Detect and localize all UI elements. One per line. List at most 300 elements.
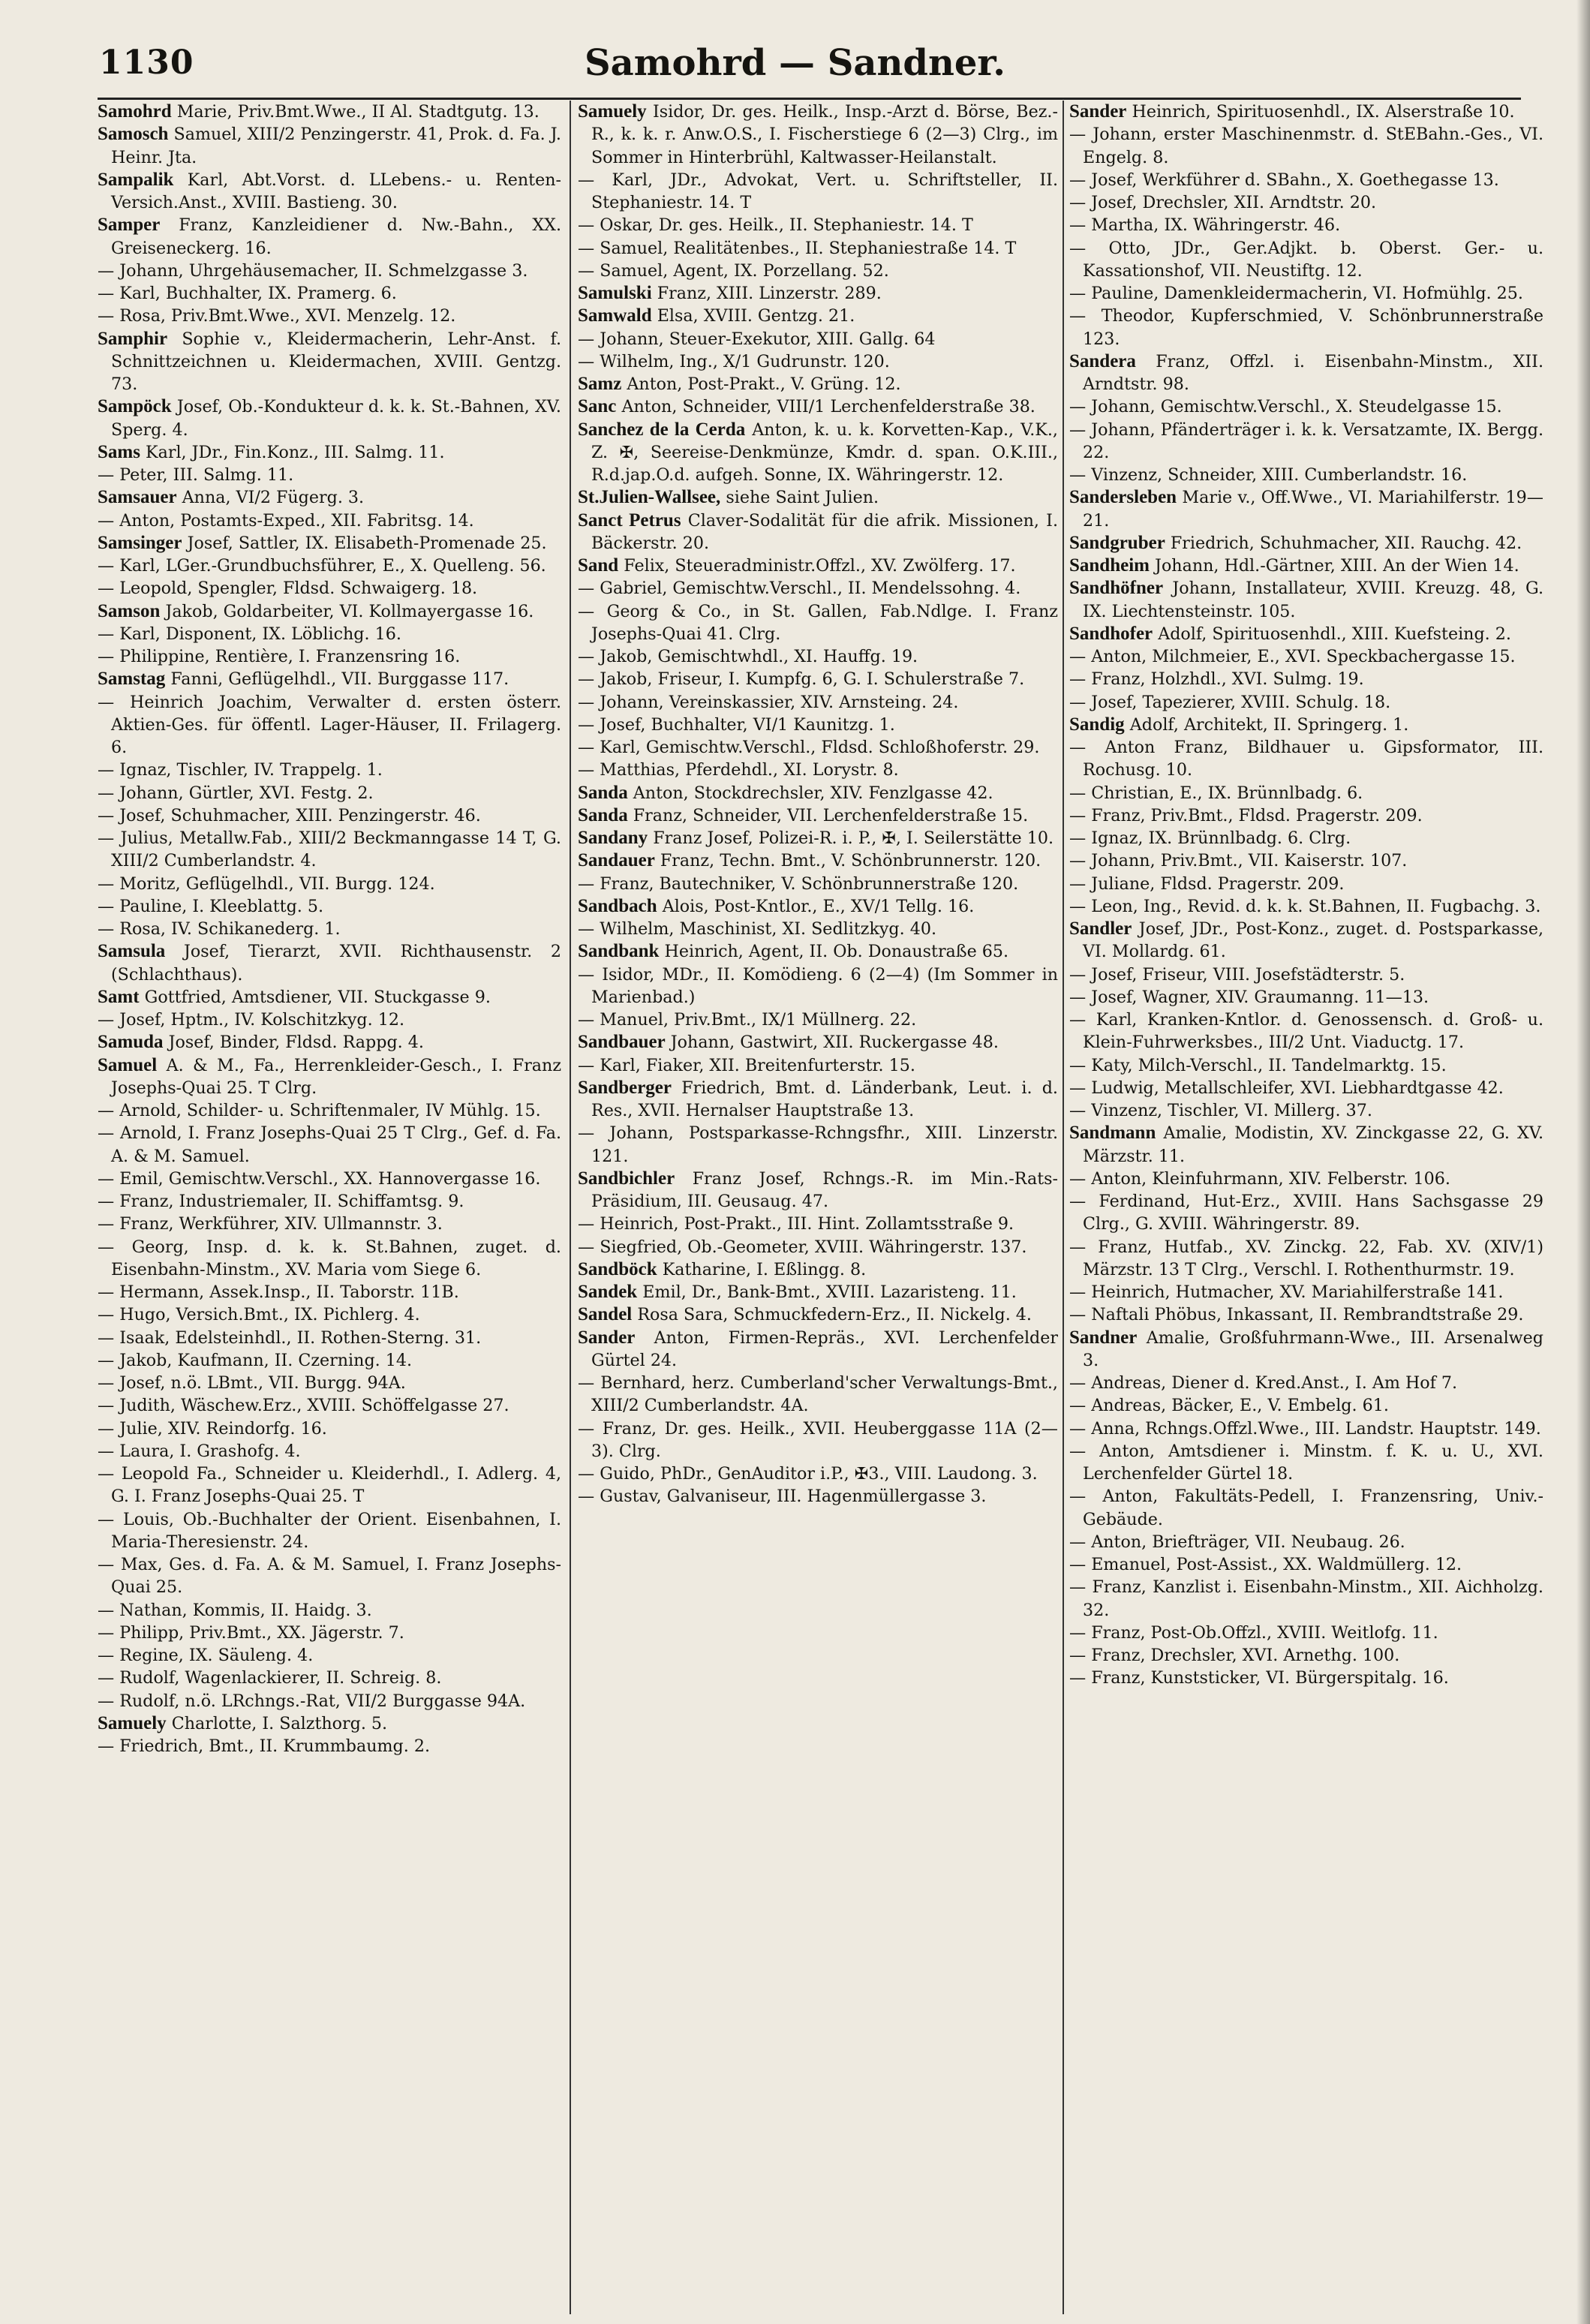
directory-entry (1069, 214, 1543, 236)
directory-entry (98, 1099, 561, 1122)
entry-surname: Sandauer (578, 850, 655, 871)
entry-details: Franz, Kanzleidiener d. Nw.-Bahn., XX. Greiseneckerg. 16. (111, 215, 561, 258)
entry-details: — Wilhelm, Maschinist, XI. Sedlitzkyg. 40. (578, 919, 937, 939)
directory-entry (98, 1281, 561, 1303)
directory-entry (578, 1168, 1058, 1213)
entry-details: — Martha, IX. Währingerstr. 46. (1069, 215, 1341, 236)
directory-entry (98, 873, 561, 895)
entry-details: — Josef, Friseur, VIII. Josefstädterstr. 5. (1069, 964, 1405, 985)
entry-details: Jakob, Goldarbeiter, VI. Kollmayergasse 16. (165, 601, 534, 621)
directory-entry (98, 668, 561, 690)
entry-surname: St.Julien-Wallsee, (578, 487, 721, 508)
directory-entry (1069, 1418, 1543, 1440)
entry-details: — Julie, XIV. Reindorfg. 16. (98, 1418, 327, 1439)
entry-details: — Karl, Kranken-Kntlor. d. Genossensch. d. Groß- u. Klein-Fuhrwerksbes., III/2 Unt. Viaductg. 17. (1069, 1010, 1543, 1053)
entry-surname: Sandbichler (578, 1168, 675, 1189)
entry-details: — Johann, Uhrgehäusemacher, II. Schmelzgasse 3. (98, 260, 528, 281)
directory-entry (1069, 1576, 1543, 1622)
directory-entry (98, 1327, 561, 1349)
entry-surname: Sandböck (578, 1258, 657, 1279)
directory-entry (1069, 486, 1543, 532)
entry-details: A. & M., Fa., Herrenkleider-Gesch., I. Franz Josephs-Quai 25. T Clrg. (111, 1055, 561, 1098)
entry-details: Anton, Post-Prakt., V. Grüng. 12. (627, 374, 901, 394)
directory-entry (98, 1599, 561, 1622)
directory-entry (1069, 668, 1543, 690)
entry-details: — Franz, Holzhdl., XVI. Sulmg. 19. (1069, 669, 1364, 690)
directory-entry (98, 101, 561, 123)
directory-entry (1069, 350, 1543, 396)
entry-details: Sophie v., Kleidermacherin, Lehr-Anst. f. Schnittzeichnen u. Kleidermachen, XVIII. Gentzg. 73. (111, 329, 561, 394)
directory-entry (578, 645, 1058, 668)
entry-details: Heinrich, Spirituosenhdl., IX. Alserstraße 10. (1132, 102, 1515, 122)
entry-details: — Theodor, Kupferschmied, V. Schönbrunnerstraße 123. (1069, 306, 1543, 349)
entry-details: Heinrich, Agent, II. Ob. Donaustraße 65. (664, 942, 1009, 962)
entry-details: Charlotte, I. Salzthorg. 5. (171, 1713, 388, 1733)
entry-surname: Samuda (98, 1032, 164, 1053)
entry-details: — Nathan, Kommis, II. Haidg. 3. (98, 1600, 372, 1620)
directory-entry (98, 1394, 561, 1417)
entry-details: — Gabriel, Gemischtw.Verschl., II. Mendelssohng. 4. (578, 579, 1021, 599)
entry-details: — Bernhard, herz. Cumberland'scher Verwaltungs-Bmt., XIII/2 Cumberlandstr. 4A. (578, 1373, 1058, 1416)
directory-entry (1069, 736, 1543, 782)
entry-details: — Gustav, Galvaniseur, III. Hagenmüllergasse 3. (578, 1487, 987, 1507)
entry-details: — Karl, Gemischtw.Verschl., Fldsd. Schloßhoferstr. 29. (578, 738, 1040, 757)
entry-details: — Oskar, Dr. ges. Heilk., II. Stephaniestr. 14. T (578, 215, 973, 236)
directory-entry (578, 282, 1058, 305)
directory-entry (1069, 714, 1543, 736)
entry-details: — Ferdinand, Hut-Erz., XVIII. Hans Sachsgasse 29 Clrg., G. XVIII. Währingerstr. 89. (1069, 1192, 1543, 1234)
entry-details: Fanni, Geflügelhdl., VII. Burggasse 117. (170, 669, 509, 690)
entry-surname: Samstag (98, 669, 166, 690)
directory-entry (578, 918, 1058, 940)
entry-details: — Karl, Fiaker, XII. Breitenfurterstr. 15. (578, 1055, 915, 1075)
entry-surname: Samsauer (98, 487, 177, 508)
directory-entry (578, 260, 1058, 282)
directory-entry (1069, 691, 1543, 714)
directory-entry (578, 714, 1058, 736)
entry-surname: Samohrd (98, 101, 172, 122)
directory-entry (1069, 1622, 1543, 1644)
entry-details: — Max, Ges. d. Fa. A. & M. Samuel, I. Franz Josephs-Quai 25. (98, 1555, 561, 1598)
entry-surname: Samz (578, 374, 622, 394)
entry-details: — Pauline, I. Kleeblattg. 5. (98, 896, 324, 916)
entry-surname: Sanda (578, 782, 628, 803)
directory-entry (578, 1327, 1058, 1372)
entry-details: — Anton, Milchmeier, E., XVI. Speckbachergasse 15. (1069, 647, 1516, 666)
entry-details: — Franz, Hutfab., XV. Zinckg. 22, Fab. XV. (XIV/1) Märzstr. 13 T Clrg., Verschl. I. Rothenthurmstr. 19. (1069, 1237, 1543, 1279)
entry-surname: Samsinger (98, 532, 182, 553)
entry-details: — Peter, III. Salmg. 11. (98, 465, 294, 485)
entry-details: — Anton, Fakultäts-Pedell, I. Franzensring, Univ.-Gebäude. (1069, 1487, 1543, 1529)
entry-details: — Karl, Buchhalter, IX. Pramerg. 6. (98, 284, 397, 303)
entry-details: — Philipp, Priv.Bmt., XX. Jägerstr. 7. (98, 1622, 404, 1643)
entry-details: Johann, Gastwirt, XII. Ruckergasse 48. (670, 1033, 999, 1053)
entry-details: — Juliane, Fldsd. Pragerstr. 209. (1069, 873, 1345, 894)
directory-entry (1069, 986, 1543, 1009)
entry-surname: Samson (98, 600, 161, 621)
entry-surname: Sanchez de la Cerda (578, 419, 746, 440)
entry-details: — Leon, Ing., Revid. d. k. k. St.Bahnen, II. Fugbachg. 3. (1069, 896, 1541, 916)
entry-details: Friedrich, Schuhmacher, XII. Rauchg. 42. (1170, 533, 1522, 553)
directory-entry (98, 555, 561, 577)
directory-entry (98, 305, 561, 327)
entry-details: — Anton, Amtsdiener i. Minstm. f. K. u. U., XVI. Lerchenfelder Gürtel 18. (1069, 1441, 1543, 1484)
directory-entry (98, 986, 561, 1009)
directory-entry (1069, 782, 1543, 804)
entry-details: — Ignaz, IX. Brünnlbadg. 6. Clrg. (1069, 828, 1351, 848)
entry-details: — Leopold Fa., Schneider u. Kleiderhdl., I. Adlerg. 4, G. I. Franz Josephs-Quai 25. T (98, 1464, 561, 1507)
directory-entry (98, 464, 561, 486)
directory-entry (1069, 1394, 1543, 1417)
directory-entry (98, 1667, 561, 1689)
entry-details: — Christian, E., IX. Brünnlbadg. 6. (1069, 783, 1363, 803)
entry-surname: Sandany (578, 828, 648, 848)
directory-entry (578, 169, 1058, 215)
entry-details: Samuel, XIII/2 Penzingerstr. 41, Prok. d. Fa. J. Heinr. Jta. (111, 125, 561, 167)
directory-entry (98, 1622, 561, 1644)
directory-entry (1069, 645, 1543, 668)
directory-entry (1069, 282, 1543, 305)
directory-entry (578, 1077, 1058, 1123)
entry-surname: Sandberger (578, 1077, 672, 1098)
directory-entry (578, 804, 1058, 827)
entry-details: — Johann, Vereinskassier, XIV. Arnsteing. 24. (578, 692, 959, 712)
directory-entry (1069, 1168, 1543, 1190)
directory-entry (578, 214, 1058, 236)
entry-details: — Franz, Industriemaler, II. Schiffamtsg. 9. (98, 1192, 464, 1211)
directory-entry (98, 1213, 561, 1235)
entry-details: — Otto, JDr., Ger.Adjkt. b. Oberst. Ger.- u. Kassationshof, VII. Neustiftg. 12. (1069, 238, 1543, 281)
entry-details: Anna, VI/2 Fügerg. 3. (182, 488, 365, 508)
directory-entry (578, 328, 1058, 350)
entry-details: — Josef, Tapezierer, XVIII. Schulg. 18. (1069, 692, 1391, 712)
entry-details: — Jakob, Friseur, I. Kumpfg. 6, G. I. Schulerstraße 7. (578, 669, 1025, 690)
entry-details: Alois, Post-Kntlor., E., XV/1 Tellg. 16. (662, 896, 975, 916)
entry-details: — Emil, Gemischtw.Verschl., XX. Hannovergasse 16. (98, 1168, 541, 1189)
directory-entry (98, 1303, 561, 1326)
entry-surname: Sandhöfner (1069, 578, 1164, 599)
directory-entry (98, 1644, 561, 1667)
column-left (98, 101, 561, 2314)
entry-details: — Franz, Drechsler, XVI. Arnethg. 100. (1069, 1646, 1400, 1665)
entry-details: Anton, Stockdrechsler, XIV. Fenzlgasse 42. (633, 783, 993, 803)
entry-surname: Samuel (98, 1054, 158, 1075)
directory-entry (578, 759, 1058, 781)
directory-entry (578, 555, 1058, 577)
entry-details: — Franz, Bautechniker, V. Schönbrunnerstraße 120. (578, 873, 1019, 894)
entry-details: Josef, Ob.-Kondukteur d. k. k. St.-Bahnen, XV. Sperg. 4. (111, 397, 561, 440)
entry-details: — Philippine, Rentière, I. Franzensring 16. (98, 647, 461, 666)
entry-details: Karl, Abt.Vorst. d. LLebens.- u. Renten-Versich.Anst., XVIII. Bastieng. 30. (111, 170, 561, 212)
directory-entry (1069, 1667, 1543, 1689)
entry-details: — Josef, Buchhalter, VI/1 Kaunitzg. 1. (578, 714, 895, 735)
entry-details: — Karl, Disponent, IX. Löblichg. 16. (98, 624, 401, 644)
entry-details: — Josef, n.ö. LBmt., VII. Burgg. 94A. (98, 1373, 406, 1393)
entry-details: — Georg & Co., in St. Gallen, Fab.Ndlge. I. Franz Josephs-Quai 41. Clrg. (578, 601, 1058, 644)
directory-entry (98, 328, 561, 396)
entry-details: Franz, XIII. Linzerstr. 289. (657, 284, 882, 303)
entry-details: — Franz, Dr. ges. Heilk., XVII. Heuberggasse 11A (2—3). Clrg. (578, 1418, 1058, 1461)
directory-entry (98, 1009, 561, 1031)
directory-entry (1069, 804, 1543, 827)
directory-entry (578, 577, 1058, 600)
entry-details: — Regine, IX. Säuleng. 4. (98, 1646, 314, 1665)
entry-details: Franz Josef, Rchngs.-R. im Min.-Rats-Präsidium, III. Geusaug. 47. (591, 1168, 1058, 1211)
directory-entry (98, 282, 561, 305)
directory-entry (578, 1031, 1058, 1054)
directory-entry (98, 1054, 561, 1100)
entry-surname: Sanct Petrus (578, 510, 681, 531)
entry-surname: Sandersleben (1069, 487, 1177, 508)
directory-entry (98, 645, 561, 668)
directory-entry (1069, 964, 1543, 986)
directory-entry (1069, 1327, 1543, 1372)
entry-details: — Rosa, IV. Schikanederg. 1. (98, 919, 341, 939)
directory-entry (578, 668, 1058, 690)
entry-details: — Franz, Kanzlist i. Eisenbahn-Minstm., XII. Aichholzg. 32. (1069, 1577, 1543, 1620)
entry-details: Rosa Sara, Schmuckfedern-Erz., II. Nickelg. 4. (637, 1305, 1032, 1325)
directory-entry (1069, 1190, 1543, 1236)
entry-details: — Judith, Wäschew.Erz., XVIII. Schöffelgasse 27. (98, 1396, 509, 1416)
directory-entry (1069, 1440, 1543, 1486)
directory-entry (1069, 1054, 1543, 1077)
entry-details: — Ignaz, Tischler, IV. Trappelg. 1. (98, 760, 383, 780)
entry-details: — Karl, LGer.-Grundbuchsführer, E., X. Quelleng. 56. (98, 556, 546, 576)
entry-details: — Anton, Briefträger, VII. Neubaug. 26. (1069, 1532, 1405, 1552)
entry-details: — Andreas, Bäcker, E., V. Embelg. 61. (1069, 1396, 1389, 1416)
directory-entry (98, 895, 561, 918)
entry-details: — Naftali Phöbus, Inkassant, II. Rembrandtstraße 29. (1069, 1305, 1524, 1325)
directory-entry (578, 350, 1058, 373)
entry-details: Gottfried, Amtsdiener, VII. Stuckgasse 9. (144, 987, 491, 1007)
entry-details: — Johann, Steuer-Exekutor, XIII. Gallg. 64 (578, 329, 936, 349)
entry-details: — Anton, Kleinfuhrmann, XIV. Felberstr. 106. (1069, 1168, 1450, 1189)
entry-surname: Sandhofer (1069, 623, 1153, 644)
directory-entry (98, 827, 561, 873)
directory-entry (98, 1712, 561, 1735)
directory-entry (578, 873, 1058, 895)
entry-surname: Sandek (578, 1282, 638, 1302)
entry-details: Felix, Steueradministr.Offzl., XV. Zwölferg. 17. (624, 556, 1016, 576)
entry-details: — Anna, Rchngs.Offzl.Wwe., III. Landstr. Hauptstr. 149. (1069, 1418, 1541, 1439)
entry-details: Franz, Schneider, VII. Lerchenfelderstraße 15. (633, 805, 1029, 825)
entry-details: — Isidor, MDr., II. Komödieng. 6 (2—4) (Im Sommer in Marienbad.) (578, 964, 1058, 1007)
directory-entry (1069, 1485, 1543, 1531)
entry-surname: Sandig (1069, 714, 1125, 735)
directory-entry (98, 1031, 561, 1054)
entry-details: Anton, Firmen-Repräs., XVI. Lerchenfelder Gürtel 24. (591, 1327, 1058, 1370)
entry-surname: Samt (98, 986, 140, 1007)
entry-details: — Jakob, Kaufmann, II. Czerning. 14. (98, 1350, 413, 1370)
directory-entry (98, 782, 561, 804)
entry-surname: Sandler (1069, 918, 1132, 939)
entry-details: — Johann, Gürtler, XVI. Festg. 2. (98, 783, 374, 803)
directory-entry (1069, 1531, 1543, 1553)
directory-entry (1069, 1077, 1543, 1099)
entry-details: — Rosa, Priv.Bmt.Wwe., XVI. Menzelg. 12. (98, 306, 456, 326)
entry-surname: Samosch (98, 124, 169, 145)
directory-entry (578, 1009, 1058, 1031)
directory-entry (578, 486, 1058, 509)
entry-details: — Franz, Werkführer, XIV. Ullmannstr. 3. (98, 1214, 443, 1234)
directory-entry (578, 849, 1058, 872)
entry-details: — Andreas, Diener d. Kred.Anst., I. Am Hof 7. (1069, 1373, 1458, 1393)
entry-surname: Sanc (578, 396, 617, 417)
entry-details: Franz Josef, Polizei-R. i. P., ✠, I. Seilerstätte 10. (653, 828, 1053, 848)
entry-details: — Samuel, Agent, IX. Porzellang. 52. (578, 260, 889, 281)
entry-details: Isidor, Dr. ges. Heilk., Insp.-Arzt d. Börse, Bez.-R., k. k. r. Anw.O.S., I. Fischerstiege 6 (2—3) Clrg., im Sommer in Hinterbrühl, Kaltwasser-Heilanstalt. (591, 102, 1058, 167)
entry-details: Johann, Hdl.-Gärtner, XIII. An der Wien 14. (1155, 556, 1519, 576)
directory-entry (98, 441, 561, 464)
directory-entry (98, 1690, 561, 1712)
entry-details: Johann, Installateur, XVIII. Kreuzg. 48, G. IX. Liechtensteinstr. 105. (1083, 579, 1543, 621)
directory-entry (98, 486, 561, 509)
entry-surname: Samper (98, 215, 161, 236)
entry-details: siehe Saint Julien. (726, 488, 879, 508)
directory-entry (98, 1553, 561, 1599)
entry-details: — Johann, Pfänderträger i. k. k. Versatzamte, IX. Bergg. 22. (1069, 419, 1543, 462)
entry-details: Claver-Sodalität für die afrik. Missionen, I. Bäckerstr. 20. (591, 510, 1058, 553)
directory-entry (578, 1372, 1058, 1418)
entry-details: Adolf, Spirituosenhdl., XIII. Kuefsteing. 2. (1158, 624, 1511, 644)
directory-entry (98, 395, 561, 441)
directory-entry (98, 1122, 561, 1168)
column-middle (578, 101, 1058, 2314)
entry-details: — Heinrich, Hutmacher, XV. Mariahilferstraße 141. (1069, 1282, 1504, 1302)
entry-details: — Vinzenz, Schneider, XIII. Cumberlandstr. 16. (1069, 465, 1468, 485)
directory-entry (578, 940, 1058, 963)
entry-details: — Jakob, Gemischtwhdl., XI. Hauffg. 19. (578, 647, 918, 666)
entry-surname: Samuely (578, 101, 647, 122)
entry-details: — Rudolf, Wagenlackierer, II. Schreig. 8. (98, 1668, 442, 1688)
entry-details: — Johann, Gemischtw.Verschl., X. Steudelgasse 15. (1069, 397, 1502, 417)
directory-entry (1069, 1303, 1543, 1326)
entry-details: Anton, k. u. k. Korvetten-Kap., V.K., Z. ✠, Seereise-Denkmünze, Kmdr. d. span. O.K.III., R.d.jap.O.d. aufgeh. Sonne, IX. Währingerstr. 12. (591, 419, 1058, 485)
entry-details: — Vinzenz, Tischler, VI. Millerg. 37. (1069, 1101, 1372, 1120)
entry-details: — Ludwig, Metallschleifer, XVI. Liebhardtgasse 42. (1069, 1078, 1504, 1098)
directory-entry (98, 759, 561, 781)
entry-details: Josef, Sattler, IX. Elisabeth-Promenade 25. (187, 533, 547, 553)
entry-details: Josef, JDr., Post-Konz., zuget. d. Postsparkasse, VI. Mollardg. 61. (1083, 919, 1543, 962)
directory-entry (1069, 577, 1543, 623)
directory-entry (578, 1258, 1058, 1281)
entry-details: — Franz, Post-Ob.Offzl., XVIII. Weitlofg. 11. (1069, 1622, 1438, 1643)
directory-entry (578, 1281, 1058, 1303)
directory-entry (98, 918, 561, 940)
directory-entry (578, 1236, 1058, 1258)
column-divider (570, 101, 571, 2314)
directory-entry (578, 895, 1058, 918)
entry-details: — Arnold, I. Franz Josephs-Quai 25 T Clrg., Gef. d. Fa. A. & M. Samuel. (98, 1123, 561, 1166)
entry-surname: Samsula (98, 941, 166, 962)
directory-entry (98, 1440, 561, 1463)
directory-entry (578, 782, 1058, 804)
directory-entry (1069, 305, 1543, 350)
directory-entry (98, 1463, 561, 1508)
entry-details: Franz, Techn. Bmt., V. Schönbrunnerstr. 120. (660, 851, 1041, 871)
entry-details: Marie, Priv.Bmt.Wwe., II Al. Stadtgutg. 13. (176, 102, 540, 122)
entry-details: — Josef, Werkführer d. SBahn., X. Goethegasse 13. (1069, 170, 1499, 190)
directory-entry (1069, 1553, 1543, 1576)
entry-details: — Arnold, Schilder- u. Schriftenmaler, IV Mühlg. 15. (98, 1101, 541, 1120)
entry-details: — Hermann, Assek.Insp., II. Taborstr. 11B. (98, 1282, 459, 1302)
directory-entry (1069, 464, 1543, 486)
entry-details: — Georg, Insp. d. k. k. St.Bahnen, zuget. d. Eisenbahn-Minstm., XV. Maria vom Siege 6. (98, 1237, 561, 1279)
directory-entry (578, 101, 1058, 169)
entry-details: — Matthias, Pferdehdl., XI. Lorystr. 8. (578, 760, 899, 780)
entry-details: — Heinrich, Post-Prakt., III. Hint. Zollamtsstraße 9. (578, 1214, 1014, 1234)
directory-entry (578, 691, 1058, 714)
entry-details: — Franz, Priv.Bmt., Fldsd. Pragerstr. 209. (1069, 805, 1423, 825)
directory-entry (1069, 555, 1543, 577)
entry-details: — Wilhelm, Ing., X/1 Gudrunstr. 120. (578, 351, 890, 371)
column-right (1069, 101, 1543, 2314)
entry-details: Amalie, Großfuhrmann-Wwe., III. Arsenalweg 3. (1083, 1327, 1543, 1370)
entry-details: — Johann, erster Maschinenmstr. d. StEBahn.-Ges., VI. Engelg. 8. (1069, 125, 1543, 167)
directory-entry (1069, 101, 1543, 123)
entry-details: — Johann, Priv.Bmt., VII. Kaiserstr. 107. (1069, 851, 1408, 871)
entry-surname: Sandbank (578, 941, 660, 962)
directory-entry (98, 940, 561, 986)
entry-surname: Sandera (1069, 350, 1136, 371)
entry-details: — Heinrich Joachim, Verwalter d. ersten österr. Aktien-Ges. für öffentl. Lager-Häuser, II. Frilagerg. 6. (98, 692, 561, 757)
entry-details: — Johann, Postsparkasse-Rchngsfhr., XIII. Linzerstr. 121. (578, 1123, 1058, 1166)
directory-entry (1069, 1099, 1543, 1122)
directory-entry (1069, 1236, 1543, 1282)
entry-details: — Guido, PhDr., GenAuditor i.P., ✠3., VIII. Laudong. 3. (578, 1464, 1038, 1484)
entry-details: Amalie, Modistin, XV. Zinckgasse 22, G. XV. Märzstr. 11. (1083, 1123, 1543, 1166)
entry-surname: Samulski (578, 283, 652, 303)
entry-details: Friedrich, Bmt. d. Länderbank, Leut. i. d. Res., XVII. Hernalser Hauptstraße 13. (591, 1078, 1058, 1120)
entry-details: Josef, Binder, Fldsd. Rappg. 4. (168, 1033, 424, 1053)
directory-entry (98, 600, 561, 623)
directory-entry (1069, 827, 1543, 849)
directory-entry (98, 123, 561, 169)
entry-details: — Josef, Wagner, XIV. Graumanng. 11—13. (1069, 987, 1429, 1007)
entry-details: Emil, Dr., Bank-Bmt., XVIII. Lazaristeng. 11. (642, 1282, 1017, 1302)
entry-details: — Franz, Kunststicker, VI. Bürgerspitalg. 16. (1069, 1668, 1449, 1688)
page-title: Samohrd — Sandner. (585, 42, 1005, 84)
directory-entry (1069, 1644, 1543, 1667)
directory-entry (1069, 895, 1543, 918)
entry-details: — Karl, JDr., Advokat, Vert. u. Schriftsteller, II. Stephaniestr. 14. T (578, 170, 1058, 212)
directory-entry (578, 237, 1058, 260)
entry-details: Adolf, Architekt, II. Springerg. 1. (1129, 714, 1409, 735)
directory-entry (1069, 1281, 1543, 1303)
directory-entry (578, 1463, 1058, 1485)
header-rule (98, 98, 1521, 100)
entry-details: — Emanuel, Post-Assist., XX. Waldmüllerg. 12. (1069, 1555, 1462, 1574)
directory-entry (1069, 1009, 1543, 1054)
entry-details: — Leopold, Spengler, Fldsd. Schwaigerg. 18. (98, 579, 478, 599)
entry-surname: Sander (578, 1327, 636, 1348)
entry-surname: Sanda (578, 804, 628, 825)
entry-details: — Isaak, Edelsteinhdl., II. Rothen-Sterng. 31. (98, 1327, 482, 1348)
entry-surname: Sandgruber (1069, 532, 1165, 553)
directory-entry (98, 1236, 561, 1282)
entry-surname: Sams (98, 441, 140, 462)
directory-entry (578, 1485, 1058, 1508)
entry-details: — Laura, I. Grashofg. 4. (98, 1441, 301, 1461)
entry-details: — Louis, Ob.-Buchhalter der Orient. Eisenbahnen, I. Maria-Theresienstr. 24. (98, 1509, 561, 1552)
entry-details: Katharine, I. Eßlingg. 8. (662, 1259, 867, 1279)
directory-entry (98, 169, 561, 215)
entry-details: Franz, Offzl. i. Eisenbahn-Minstm., XII. Arndtstr. 98. (1083, 351, 1543, 394)
directory-entry (98, 577, 561, 600)
directory-entry (98, 214, 561, 260)
entry-details: — Julius, Metallw.Fab., XIII/2 Beckmanngasse 14 T, G. XIII/2 Cumberlandstr. 4. (98, 828, 561, 871)
entry-surname: Sampöck (98, 396, 172, 417)
